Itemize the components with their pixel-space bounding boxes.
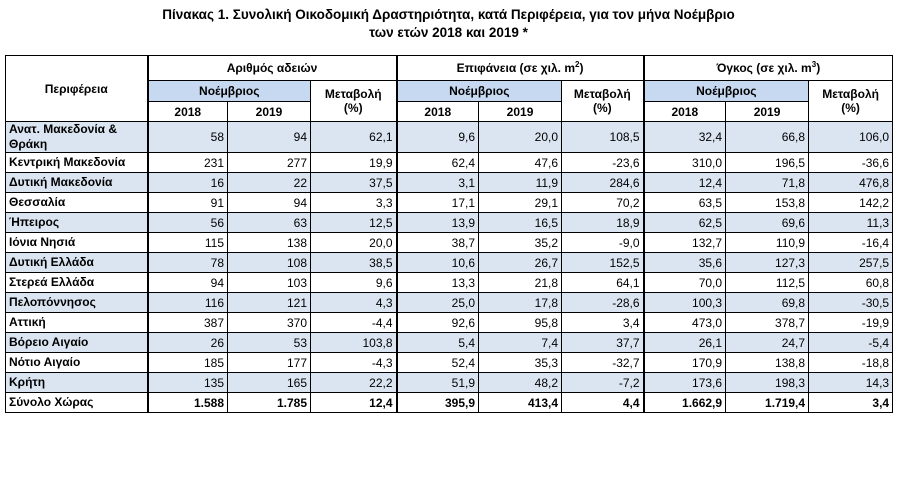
cell-v19: 198,3 xyxy=(726,373,809,393)
table-row xyxy=(6,122,893,153)
region-name: Ιόνια Νησιά xyxy=(6,233,148,253)
cell-pch: 38,5 xyxy=(311,253,397,273)
cell-vch: -19,9 xyxy=(809,313,893,333)
region-name: Κρήτη xyxy=(6,373,148,393)
cell-p19: 94 xyxy=(228,193,311,213)
table-row xyxy=(6,273,893,293)
cell-v18: 62,5 xyxy=(644,213,726,233)
header-area-sup: 2 xyxy=(575,60,580,69)
cell-a18: 92,6 xyxy=(397,313,479,333)
cell-vch: 142,2 xyxy=(809,193,893,213)
cell-v19: 71,8 xyxy=(726,173,809,193)
cell-p19: 22 xyxy=(228,173,311,193)
statistics-table xyxy=(5,55,893,413)
cell-v19: 69,6 xyxy=(726,213,809,233)
cell-vch: 257,5 xyxy=(809,253,893,273)
cell-p19: 277 xyxy=(228,153,311,173)
cell-v19: 378,7 xyxy=(726,313,809,333)
cell-vch: 106,0 xyxy=(809,122,893,153)
cell-a19: 95,8 xyxy=(479,313,562,333)
cell-v19: 153,8 xyxy=(726,193,809,213)
cell-p19: 177 xyxy=(228,353,311,373)
cell-a18: 51,9 xyxy=(397,373,479,393)
cell-p18: 78 xyxy=(148,253,228,273)
cell-a19: 21,8 xyxy=(479,273,562,293)
header-permits: Αριθμός αδειών xyxy=(148,56,397,81)
cell-a19: 413,4 xyxy=(479,393,562,413)
cell-v19: 69,8 xyxy=(726,293,809,313)
change-unit: (%) xyxy=(841,101,860,115)
cell-a18: 9,6 xyxy=(397,122,479,153)
change-unit: (%) xyxy=(343,101,363,115)
header-volume-sup: 3 xyxy=(811,60,817,69)
cell-v18: 26,1 xyxy=(644,333,726,353)
header-year-2019: 2019 xyxy=(726,102,809,122)
region-name: Αττική xyxy=(6,313,148,333)
cell-p18: 26 xyxy=(148,333,228,353)
header-volume-end: ) xyxy=(816,61,821,75)
cell-pch: 22,2 xyxy=(311,373,397,393)
region-name: Ήπειρος xyxy=(6,213,148,233)
cell-a18: 38,7 xyxy=(397,233,479,253)
cell-p19: 63 xyxy=(228,213,311,233)
cell-ach: 37,7 xyxy=(562,333,644,353)
header-year-2018: 2018 xyxy=(397,102,479,122)
cell-a18: 17,1 xyxy=(397,193,479,213)
cell-ach: 18,9 xyxy=(562,213,644,233)
cell-v19: 24,7 xyxy=(726,333,809,353)
cell-pch: 37,5 xyxy=(311,173,397,193)
cell-a19: 17,8 xyxy=(479,293,562,313)
cell-v18: 170,9 xyxy=(644,353,726,373)
cell-p18: 116 xyxy=(148,293,228,313)
header-november-area: Νοέμβριος xyxy=(397,81,562,102)
cell-vch: 11,3 xyxy=(809,213,893,233)
cell-v18: 70,0 xyxy=(644,273,726,293)
header-area-end: ) xyxy=(579,61,584,75)
header-november-volume: Νοέμβριος xyxy=(644,81,809,102)
cell-p19: 138 xyxy=(228,233,311,253)
change-label: Μεταβολή xyxy=(324,87,382,101)
cell-a19: 16,5 xyxy=(479,213,562,233)
cell-a18: 3,1 xyxy=(397,173,479,193)
header-volume xyxy=(644,56,893,81)
header-year-2019: 2019 xyxy=(479,102,562,122)
cell-a19: 29,1 xyxy=(479,193,562,213)
cell-vch: 60,8 xyxy=(809,273,893,293)
cell-p18: 56 xyxy=(148,213,228,233)
header-change-permits xyxy=(311,81,397,122)
table-row xyxy=(6,373,893,393)
region-name: Κεντρική Μακεδονία xyxy=(6,153,148,173)
cell-vch: 14,3 xyxy=(809,373,893,393)
header-volume-text: Όγκος (σε χιλ. m xyxy=(716,61,812,75)
cell-ach: 108,5 xyxy=(562,122,644,153)
total-row xyxy=(6,393,893,413)
cell-a19: 11,9 xyxy=(479,173,562,193)
region-name: Σύνολο Χώρας xyxy=(6,393,148,413)
table-row xyxy=(6,313,893,333)
cell-p18: 1.588 xyxy=(148,393,228,413)
cell-p19: 103 xyxy=(228,273,311,293)
cell-pch: 20,0 xyxy=(311,233,397,253)
cell-p18: 185 xyxy=(148,353,228,373)
cell-pch: 3,3 xyxy=(311,193,397,213)
cell-v18: 473,0 xyxy=(644,313,726,333)
region-name: Δυτική Ελλάδα xyxy=(6,253,148,273)
cell-a19: 35,3 xyxy=(479,353,562,373)
cell-p19: 165 xyxy=(228,373,311,393)
cell-vch: -5,4 xyxy=(809,333,893,353)
cell-vch: -36,6 xyxy=(809,153,893,173)
cell-pch: 4,3 xyxy=(311,293,397,313)
cell-pch: 19,9 xyxy=(311,153,397,173)
cell-a18: 13,9 xyxy=(397,213,479,233)
cell-ach: -7,2 xyxy=(562,373,644,393)
cell-pch: 9,6 xyxy=(311,273,397,293)
cell-p19: 53 xyxy=(228,333,311,353)
change-label: Μεταβολή xyxy=(822,87,879,101)
cell-ach: 70,2 xyxy=(562,193,644,213)
cell-p19: 1.785 xyxy=(228,393,311,413)
table-row xyxy=(6,353,893,373)
cell-p18: 115 xyxy=(148,233,228,253)
change-label: Μεταβολή xyxy=(573,87,631,101)
table-title xyxy=(0,6,897,42)
cell-v18: 173,6 xyxy=(644,373,726,393)
table-row xyxy=(6,293,893,313)
region-name: Πελοπόννησος xyxy=(6,293,148,313)
cell-pch: -4,3 xyxy=(311,353,397,373)
cell-v18: 63,5 xyxy=(644,193,726,213)
cell-ach: 3,4 xyxy=(562,313,644,333)
header-change-area xyxy=(562,81,644,122)
header-area-text: Επιφάνεια (σε χιλ. m xyxy=(456,61,576,75)
cell-vch: -30,5 xyxy=(809,293,893,313)
cell-v19: 138,8 xyxy=(726,353,809,373)
cell-ach: -28,6 xyxy=(562,293,644,313)
cell-v19: 110,9 xyxy=(726,233,809,253)
cell-p18: 94 xyxy=(148,273,228,293)
cell-pch: 12,5 xyxy=(311,213,397,233)
header-region: Περιφέρεια xyxy=(6,56,148,122)
cell-v18: 32,4 xyxy=(644,122,726,153)
table-row xyxy=(6,173,893,193)
cell-p18: 91 xyxy=(148,193,228,213)
cell-p18: 16 xyxy=(148,173,228,193)
cell-a19: 26,7 xyxy=(479,253,562,273)
cell-a18: 25,0 xyxy=(397,293,479,313)
cell-v19: 1.719,4 xyxy=(726,393,809,413)
cell-v18: 132,7 xyxy=(644,233,726,253)
cell-v19: 112,5 xyxy=(726,273,809,293)
cell-pch: -4,4 xyxy=(311,313,397,333)
cell-pch: 12,4 xyxy=(311,393,397,413)
cell-ach: -32,7 xyxy=(562,353,644,373)
change-unit: (%) xyxy=(592,101,612,115)
cell-v19: 127,3 xyxy=(726,253,809,273)
header-november-permits: Νοέμβριος xyxy=(148,81,311,102)
cell-a18: 5,4 xyxy=(397,333,479,353)
table-row xyxy=(6,153,893,173)
cell-vch: 3,4 xyxy=(809,393,893,413)
cell-v19: 66,8 xyxy=(726,122,809,153)
region-name: Στερεά Ελλάδα xyxy=(6,273,148,293)
cell-a19: 48,2 xyxy=(479,373,562,393)
cell-p19: 370 xyxy=(228,313,311,333)
region-name: Νότιο Αιγαίο xyxy=(6,353,148,373)
cell-p19: 121 xyxy=(228,293,311,313)
cell-v18: 310,0 xyxy=(644,153,726,173)
header-change-volume xyxy=(809,81,893,122)
header-year-2018: 2018 xyxy=(148,102,228,122)
cell-v18: 100,3 xyxy=(644,293,726,313)
cell-ach: 284,6 xyxy=(562,173,644,193)
header-year-2018: 2018 xyxy=(644,102,726,122)
cell-a19: 35,2 xyxy=(479,233,562,253)
cell-p18: 231 xyxy=(148,153,228,173)
title-line-2: των ετών 2018 και 2019 * xyxy=(369,25,528,40)
cell-vch: -16,4 xyxy=(809,233,893,253)
cell-pch: 103,8 xyxy=(311,333,397,353)
region-name: Δυτική Μακεδονία xyxy=(6,173,148,193)
cell-p18: 135 xyxy=(148,373,228,393)
cell-v18: 12,4 xyxy=(644,173,726,193)
cell-vch: -18,8 xyxy=(809,353,893,373)
title-line-1: Πίνακας 1. Συνολική Οικοδομική Δραστηριότητα, κατά Περιφέρεια, για τον μήνα Νοέμβριο xyxy=(162,7,735,22)
cell-p18: 58 xyxy=(148,122,228,153)
region-name: Ανατ. Μακεδονία & Θράκη xyxy=(6,122,148,153)
cell-p19: 94 xyxy=(228,122,311,153)
header-year-2019: 2019 xyxy=(228,102,311,122)
region-name: Βόρειο Αιγαίο xyxy=(6,333,148,353)
cell-p19: 108 xyxy=(228,253,311,273)
table-row xyxy=(6,253,893,273)
cell-a18: 62,4 xyxy=(397,153,479,173)
cell-v18: 35,6 xyxy=(644,253,726,273)
cell-p18: 387 xyxy=(148,313,228,333)
cell-a18: 52,4 xyxy=(397,353,479,373)
table-row xyxy=(6,233,893,253)
header-area xyxy=(397,56,644,81)
cell-a19: 47,6 xyxy=(479,153,562,173)
cell-a18: 395,9 xyxy=(397,393,479,413)
cell-ach: -23,6 xyxy=(562,153,644,173)
cell-a19: 7,4 xyxy=(479,333,562,353)
cell-ach: 64,1 xyxy=(562,273,644,293)
region-name: Θεσσαλία xyxy=(6,193,148,213)
table-row xyxy=(6,213,893,233)
table-row xyxy=(6,333,893,353)
cell-a19: 20,0 xyxy=(479,122,562,153)
cell-ach: -9,0 xyxy=(562,233,644,253)
cell-v18: 1.662,9 xyxy=(644,393,726,413)
cell-ach: 152,5 xyxy=(562,253,644,273)
table-row xyxy=(6,193,893,213)
cell-ach: 4,4 xyxy=(562,393,644,413)
cell-vch: 476,8 xyxy=(809,173,893,193)
cell-a18: 10,6 xyxy=(397,253,479,273)
cell-v19: 196,5 xyxy=(726,153,809,173)
cell-pch: 62,1 xyxy=(311,122,397,153)
cell-a18: 13,3 xyxy=(397,273,479,293)
